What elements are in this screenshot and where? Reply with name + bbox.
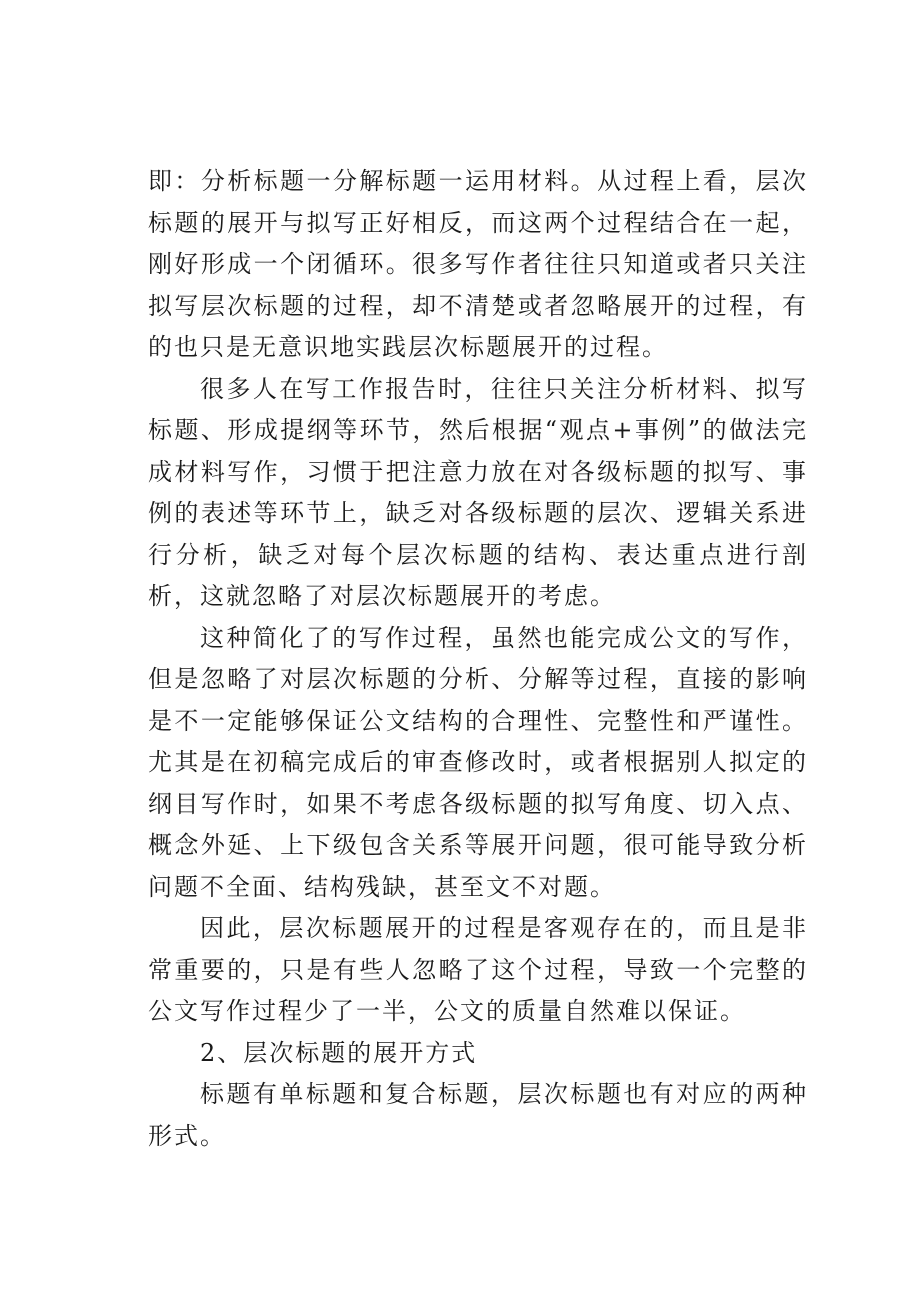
paragraph-work-report: 很多人在写工作报告时，往往只关注分析材料、拟写标题、形成提纲等环节，然后根据“观点+事例”的做法完成材料写作，习惯于把注意力放在对各级标题的拟写、事例的表述等环节上，缺乏对各级标题的层次、逻辑关系进行分析，缺乏对每个层次标题的结构、表达重点进行剖析，这就忽略了对层次标题展开的考虑。 — [148, 374, 808, 610]
paragraph-continuation: 即：分析标题一分解标题一运用材料。从过程上看，层次标题的展开与拟写正好相反，而这两个过程结合在一起，刚好形成一个闭循环。很多写作者往往只知道或者只关注拟写层次标题的过程，却不清楚或者忽略展开的过程，有的也只是无意识地实践层次标题展开的过程。 — [148, 167, 808, 361]
paragraph-title-forms: 标题有单标题和复合标题，层次标题也有对应的两种形式。 — [148, 1080, 808, 1150]
paragraph-conclusion: 因此，层次标题展开的过程是客观存在的，而且是非常重要的，只是有些人忽略了这个过程，导致一个完整的公文写作过程少了一半，公文的质量自然难以保证。 — [148, 914, 808, 1025]
document-body — [148, 161, 808, 1157]
section-heading: 2、层次标题的展开方式 — [200, 1038, 478, 1067]
paragraph-simplified-process: 这种简化了的写作过程，虽然也能完成公文的写作，但是忽略了对层次标题的分析、分解等过程，直接的影响是不一定能够保证公文结构的合理性、完整性和严谨性。尤其是在初稿完成后的审查修改时，或者根据别人拟定的纲目写作时，如果不考虑各级标题的拟写角度、切入点、概念外延、上下级包含关系等展开问题，很可能导致分析问题不全面、结构残缺，甚至文不对题。 — [148, 623, 808, 901]
